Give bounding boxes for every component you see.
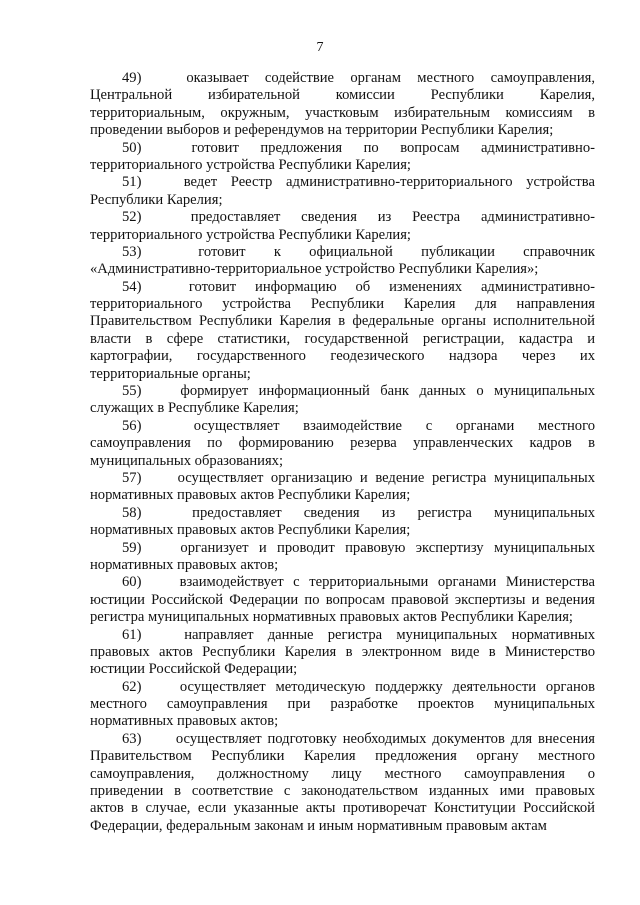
item-first-line	[90, 505, 595, 522]
item-text: готовит информацию об изменениях административно-	[188, 278, 595, 295]
item-line: Федерации, федеральным законам и иным нормативным правовым актам	[90, 817, 547, 834]
item-first-line	[90, 174, 595, 191]
item-line: территориального устройства Республики Карелия;	[90, 226, 411, 243]
item-line: нормативных правовых актов Республики Карелия;	[90, 522, 411, 539]
item-number: 50)	[122, 139, 142, 156]
item-first-line	[90, 140, 595, 157]
list-item	[90, 418, 595, 470]
item-line: регистра муниципальных нормативных правовых актов Республики Карелия;	[90, 609, 573, 626]
item-first-line	[90, 731, 595, 748]
item-number: 51)	[122, 174, 142, 191]
item-text: предоставляет сведения из Реестра административно-	[190, 209, 595, 226]
list-item	[90, 627, 595, 679]
list-item	[90, 505, 595, 540]
item-first-line	[90, 209, 595, 226]
item-line: Центральной избирательной комиссии Республики Карелия,	[90, 87, 595, 104]
item-line: нормативных правовых актов Республики Карелия;	[90, 487, 411, 504]
item-line: территориальные органы;	[90, 365, 251, 382]
list-item	[90, 70, 595, 140]
item-first-line	[90, 418, 595, 435]
list-item	[90, 470, 595, 505]
item-text: ведет Реестр административно-территориального устройства	[183, 174, 595, 191]
item-line: муниципальных образованиях;	[90, 452, 284, 469]
item-line: территориального устройства Республики Карелия для направления	[90, 296, 595, 313]
item-first-line	[90, 279, 595, 296]
item-first-line	[90, 679, 595, 696]
list-item	[90, 574, 595, 626]
item-text: организует и проводит правовую экспертизу муниципальных	[180, 539, 595, 556]
item-line: юстиции Российской Федерации;	[90, 661, 298, 678]
item-text: осуществляет организацию и ведение регистра муниципальных	[177, 469, 595, 486]
item-text: оказывает содействие органам местного самоуправления,	[186, 70, 595, 86]
list-item	[90, 679, 595, 731]
page-number: 7	[316, 40, 324, 55]
list-item	[90, 140, 595, 175]
item-first-line	[90, 383, 595, 400]
item-line: актов в случае, если указанные акты противоречат Конституции Российской	[90, 800, 595, 817]
item-number: 54)	[122, 278, 142, 295]
item-line: Правительством Республики Карелия предложения органу местного	[90, 748, 595, 765]
list-item	[90, 540, 595, 575]
list-item	[90, 244, 595, 279]
document-body	[90, 70, 595, 835]
item-line: местного самоуправления при разработке проектов муниципальных	[90, 696, 595, 713]
item-first-line	[90, 540, 595, 557]
item-number: 57)	[122, 469, 142, 486]
item-line: проведении выборов и референдумов на территории Республики Карелия;	[90, 122, 554, 139]
list-item	[90, 174, 595, 209]
item-line: самоуправления по формированию резерва управленческих кадров в	[90, 435, 595, 452]
item-text: формирует информационный банк данных о муниципальных	[180, 383, 595, 400]
item-first-line	[90, 70, 595, 87]
item-line: служащих в Республике Карелия;	[90, 400, 299, 417]
item-text: осуществляет методическую поддержку деятельности органов	[179, 678, 595, 695]
item-first-line	[90, 627, 595, 644]
item-line: юстиции Российской Федерации по вопросам правовой экспертизы и ведения	[90, 591, 595, 608]
item-number: 58)	[122, 504, 142, 521]
item-text: осуществляет подготовку необходимых документов для внесения	[175, 730, 595, 747]
item-line: власти в сфере статистики, государственной регистрации, кадастра и	[90, 330, 595, 347]
item-text: готовит к официальной публикации справочник	[198, 243, 595, 260]
item-first-line	[90, 470, 595, 487]
item-number: 59)	[122, 539, 142, 556]
list-item	[90, 209, 595, 244]
item-text: предоставляет сведения из регистра муниципальных	[192, 504, 595, 521]
item-line: территориального устройства Республики Карелия;	[90, 156, 411, 173]
item-line: картографии, государственного геодезического надзора через их	[90, 348, 595, 365]
item-line: нормативных правовых актов;	[90, 713, 279, 730]
item-text: осуществляет взаимодействие с органами местного	[193, 417, 595, 434]
item-text: готовит предложения по вопросам административно-	[191, 139, 595, 156]
item-number: 53)	[122, 243, 142, 260]
item-first-line	[90, 574, 595, 591]
item-number: 63)	[122, 730, 142, 747]
item-number: 55)	[122, 383, 142, 400]
item-number: 62)	[122, 678, 142, 695]
item-number: 56)	[122, 417, 142, 434]
item-number: 61)	[122, 626, 142, 643]
item-line: территориальным, окружным, участковым избирательным комиссиям в	[90, 104, 595, 121]
list-item	[90, 731, 595, 835]
item-line: самоуправления, должностному лицу местного самоуправления о	[90, 765, 595, 782]
item-text: направляет данные регистра муниципальных нормативных	[184, 626, 595, 643]
list-item	[90, 279, 595, 383]
item-text: взаимодействует с территориальными органами Министерства	[179, 574, 595, 591]
item-line: Правительством Республики Карелия в федеральные органы исполнительной	[90, 313, 595, 330]
item-line: приведении в соответствие с законодательством изданных ими правовых	[90, 783, 595, 800]
item-line: правовых актов Республики Карелия в электронном виде в Министерство	[90, 643, 595, 660]
item-number: 49)	[122, 70, 142, 86]
item-line: Республики Карелия;	[90, 191, 223, 208]
item-line: «Административно-территориальное устройство Республики Карелия»;	[90, 261, 539, 278]
item-first-line	[90, 244, 595, 261]
item-line: нормативных правовых актов;	[90, 556, 279, 573]
item-number: 52)	[122, 209, 142, 226]
item-number: 60)	[122, 574, 142, 591]
list-item	[90, 383, 595, 418]
